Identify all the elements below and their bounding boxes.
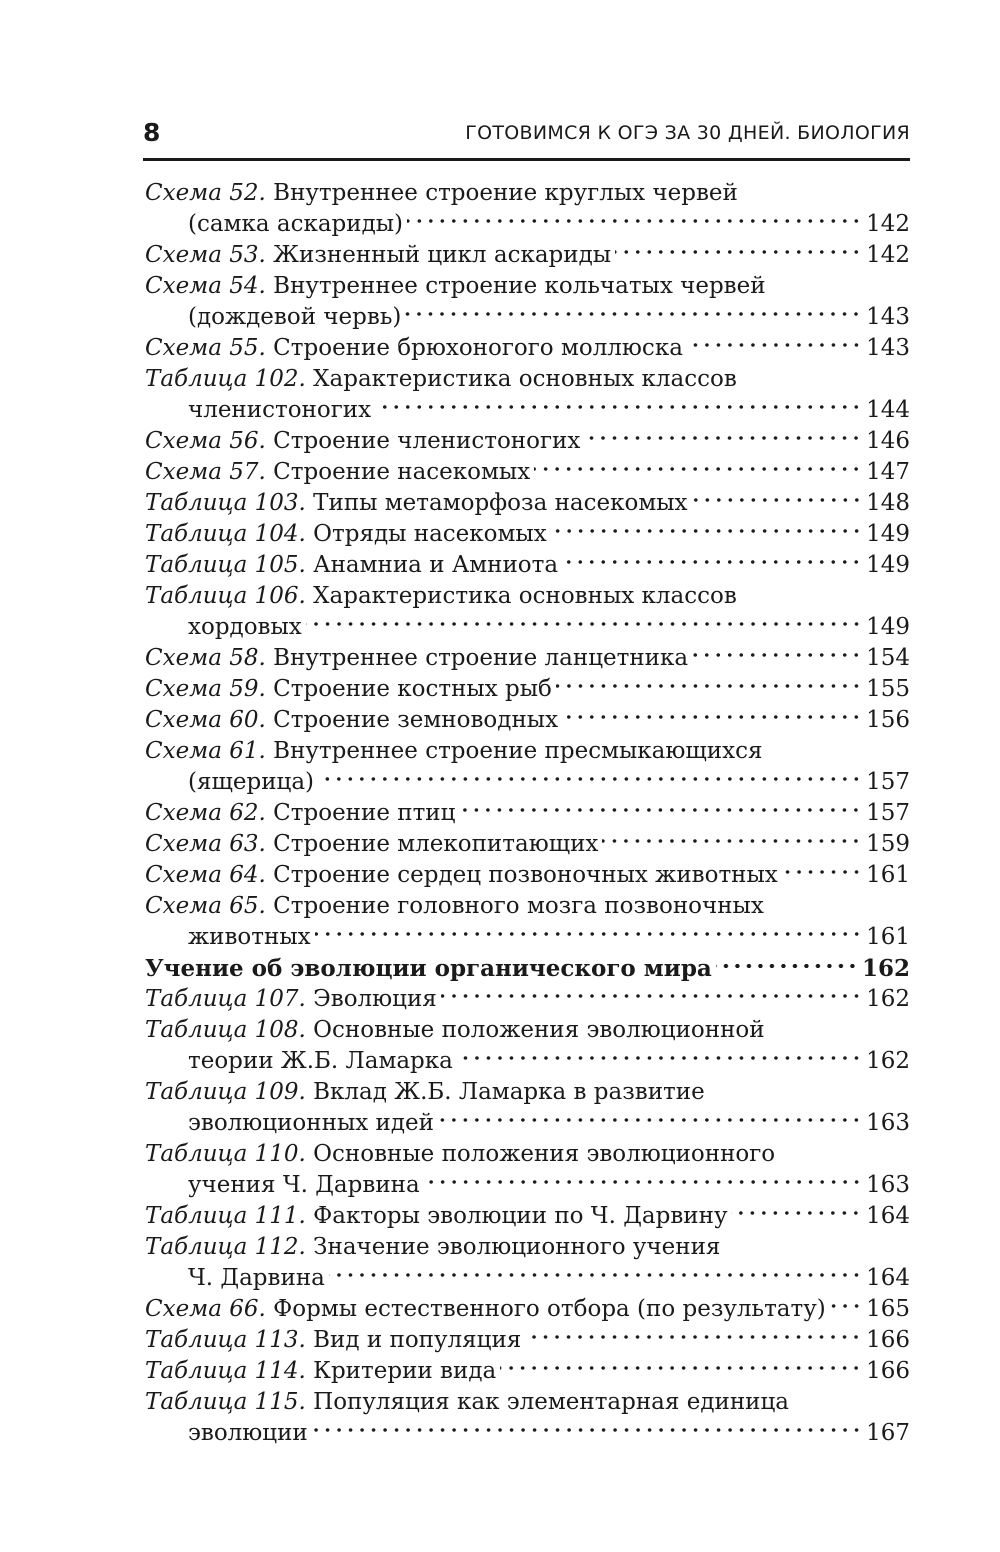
toc-entry-title: Эволюция xyxy=(313,986,437,1012)
dot-leader xyxy=(315,930,862,938)
running-title: ГОТОВИМСЯ К ОГЭ ЗА 30 ДНЕЙ. БИОЛОГИЯ xyxy=(465,122,910,144)
toc-entry-title: Характеристика основных классов xyxy=(313,583,737,609)
toc-page-number: 148 xyxy=(866,490,910,516)
dot-leader xyxy=(584,434,862,442)
toc-entry-continuation xyxy=(145,922,910,953)
toc-entry-line xyxy=(145,426,910,457)
toc-entry-title-continuation: (ящерица) xyxy=(188,769,315,795)
toc-page-number: 149 xyxy=(866,614,910,640)
toc-entry-label: Таблица 104. xyxy=(145,521,306,547)
toc-entry xyxy=(145,891,910,953)
toc-entry-title-continuation: животных xyxy=(188,924,311,950)
page-number: 8 xyxy=(143,118,161,147)
toc-entry-line xyxy=(145,1325,910,1356)
toc-entry-label: Схема 66. xyxy=(145,1296,266,1322)
toc-entry xyxy=(145,550,910,581)
toc-entry-title: Строение головного мозга позвоночных xyxy=(273,893,764,919)
toc-entry-label: Таблица 111. xyxy=(145,1203,306,1229)
table-of-contents xyxy=(145,178,910,1449)
toc-entry-title: Строение насекомых xyxy=(273,459,531,485)
toc-entry xyxy=(145,1139,910,1201)
toc-entry-title: Вклад Ж.Б. Ламарка в развитие xyxy=(313,1079,705,1105)
toc-entry-title: Вид и популяция xyxy=(313,1327,522,1353)
toc-page-number: 155 xyxy=(866,676,910,702)
toc-page-number: 162 xyxy=(866,986,910,1012)
toc-entry-label: Таблица 102. xyxy=(145,366,306,392)
toc-page-number: 157 xyxy=(866,769,910,795)
toc-page-number: 161 xyxy=(866,924,910,950)
toc-entry xyxy=(145,1015,910,1077)
toc-entry-title: Типы метаморфоза насекомых xyxy=(313,490,688,516)
toc-page-number: 162 xyxy=(866,1048,910,1074)
dot-leader xyxy=(692,496,863,504)
toc-entry xyxy=(145,1201,910,1232)
toc-entry-title: Внутреннее строение круглых червей xyxy=(273,180,738,206)
toc-entry-label: Схема 53. xyxy=(145,242,266,268)
toc-entry-title-continuation: (дождевой червь) xyxy=(188,304,402,330)
toc-entry-line xyxy=(145,1387,910,1418)
toc-page-number: 161 xyxy=(866,862,910,888)
toc-entry-title: Основные положения эволюционной xyxy=(313,1017,765,1043)
toc-entry-title-continuation: эволюционных идей xyxy=(188,1110,434,1136)
toc-entry-label: Таблица 112. xyxy=(145,1234,306,1260)
toc-entry-title-continuation: хордовых xyxy=(188,614,302,640)
toc-entry-label: Схема 61. xyxy=(145,738,266,764)
dot-leader xyxy=(602,837,862,845)
toc-page-number: 163 xyxy=(866,1110,910,1136)
toc-entry-title: Строение птиц xyxy=(273,800,456,826)
toc-entry-title: Основные положения эволюционного xyxy=(313,1141,776,1167)
toc-entry-label: Схема 60. xyxy=(145,707,266,733)
toc-entry-line xyxy=(145,643,910,674)
toc-entry-title: Критерии вида xyxy=(313,1358,497,1384)
toc-entry-label: Таблица 114. xyxy=(145,1358,306,1384)
toc-entry xyxy=(145,984,910,1015)
toc-entry-title: Формы естественного отбора (по результату) xyxy=(273,1296,826,1322)
toc-entry-line xyxy=(145,178,910,209)
toc-entry-line xyxy=(145,333,910,364)
toc-entry-title: Жизненный цикл аскариды xyxy=(273,242,612,268)
toc-entry xyxy=(145,457,910,488)
toc-entry-title: Строение брюхоногого моллюска xyxy=(273,335,683,361)
dot-leader xyxy=(830,1302,862,1310)
dot-leader xyxy=(716,962,858,970)
dot-leader xyxy=(562,558,862,566)
toc-entry-label: Таблица 107. xyxy=(145,986,306,1012)
toc-entry xyxy=(145,488,910,519)
dot-leader xyxy=(407,217,862,225)
toc-entry-continuation xyxy=(145,1418,910,1449)
toc-entry xyxy=(145,643,910,674)
toc-entry xyxy=(145,1325,910,1356)
toc-entry xyxy=(145,240,910,271)
toc-entry-line xyxy=(145,705,910,736)
toc-entry-line xyxy=(145,550,910,581)
toc-entry xyxy=(145,736,910,798)
dot-leader xyxy=(782,868,862,876)
dot-leader xyxy=(556,682,862,690)
toc-entry-continuation xyxy=(145,1108,910,1139)
toc-entry-title-continuation: эволюции xyxy=(188,1420,308,1446)
toc-entry-title-continuation: учения Ч. Дарвина xyxy=(188,1172,420,1198)
toc-entry-line xyxy=(145,457,910,488)
dot-leader xyxy=(459,806,862,814)
toc-entry-title-continuation: (самка аскариды) xyxy=(188,211,404,237)
dot-leader xyxy=(441,992,862,1000)
toc-page-number: 164 xyxy=(866,1265,910,1291)
toc-page-number: 142 xyxy=(866,242,910,268)
toc-entry-title: Популяция как элементарная единица xyxy=(313,1389,789,1415)
toc-entry-line xyxy=(145,364,910,395)
toc-entry-line xyxy=(145,1294,910,1325)
toc-entry-continuation xyxy=(145,1170,910,1201)
toc-entry-continuation xyxy=(145,1046,910,1077)
dot-leader xyxy=(438,1116,862,1124)
toc-page-number: 163 xyxy=(866,1172,910,1198)
toc-page-number: 147 xyxy=(866,459,910,485)
toc-entry-line xyxy=(145,984,910,1015)
toc-entry-title: Характеристика основных классов xyxy=(313,366,737,392)
toc-entry-label: Таблица 105. xyxy=(145,552,306,578)
toc-entry-title: Строение сердец позвоночных животных xyxy=(273,862,778,888)
toc-page-number: 166 xyxy=(866,1327,910,1353)
dot-leader xyxy=(692,651,862,659)
dot-leader xyxy=(312,1426,862,1434)
toc-page-number: 164 xyxy=(866,1203,910,1229)
toc-entry-line xyxy=(145,271,910,302)
toc-entry xyxy=(145,798,910,829)
toc-entry-line xyxy=(145,1139,910,1170)
toc-entry xyxy=(145,860,910,891)
toc-page-number: 146 xyxy=(866,428,910,454)
toc-entry-label: Таблица 106. xyxy=(145,583,306,609)
toc-entry-label: Схема 59. xyxy=(145,676,266,702)
toc-entry-line xyxy=(145,674,910,705)
toc-page-number: 143 xyxy=(866,304,910,330)
dot-leader xyxy=(687,341,862,349)
toc-entry xyxy=(145,581,910,643)
toc-entry-label: Таблица 113. xyxy=(145,1327,306,1353)
toc-page-number: 162 xyxy=(861,955,910,982)
toc-entry-title: Внутреннее строение кольчатых червей xyxy=(273,273,766,299)
toc-entry-line xyxy=(145,953,910,984)
toc-entry-line xyxy=(145,860,910,891)
toc-entry-line xyxy=(145,1232,910,1263)
toc-entry xyxy=(145,178,910,240)
running-header xyxy=(143,118,910,161)
toc-page-number: 154 xyxy=(866,645,910,671)
toc-entry xyxy=(145,705,910,736)
toc-entry-label: Таблица 108. xyxy=(145,1017,306,1043)
toc-page-number: 156 xyxy=(866,707,910,733)
dot-leader xyxy=(500,1364,862,1372)
dot-leader xyxy=(329,1271,862,1279)
toc-entry-label: Схема 55. xyxy=(145,335,266,361)
dot-leader xyxy=(405,310,862,318)
toc-entry-title: Строение членистоногих xyxy=(273,428,581,454)
toc-entry-title: Значение эволюционного учения xyxy=(313,1234,721,1260)
toc-entry-line xyxy=(145,1077,910,1108)
toc-entry-continuation xyxy=(145,1263,910,1294)
toc-entry xyxy=(145,426,910,457)
toc-entry xyxy=(145,333,910,364)
toc-entry xyxy=(145,519,910,550)
toc-entry-label: Таблица 109. xyxy=(145,1079,306,1105)
toc-entry-label: Таблица 115. xyxy=(145,1389,306,1415)
dot-leader xyxy=(457,1054,862,1062)
toc-entry xyxy=(145,1387,910,1449)
toc-entry-label: Схема 52. xyxy=(145,180,266,206)
toc-entry-continuation xyxy=(145,209,910,240)
toc-section-heading xyxy=(145,953,910,984)
toc-entry xyxy=(145,1232,910,1294)
dot-leader xyxy=(375,403,862,411)
dot-leader xyxy=(525,1333,862,1341)
toc-entry-label: Схема 62. xyxy=(145,800,266,826)
toc-entry-line xyxy=(145,581,910,612)
toc-entry-label: Схема 57. xyxy=(145,459,266,485)
toc-entry-line xyxy=(145,829,910,860)
toc-entry xyxy=(145,1077,910,1139)
toc-entry-title: Анамниа и Амниота xyxy=(313,552,559,578)
dot-leader xyxy=(731,1209,862,1217)
toc-entry-label: Таблица 110. xyxy=(145,1141,306,1167)
toc-entry xyxy=(145,1294,910,1325)
toc-entry-continuation xyxy=(145,395,910,426)
toc-entry-line xyxy=(145,891,910,922)
dot-leader xyxy=(551,527,862,535)
toc-entry-title: Факторы эволюции по Ч. Дарвину xyxy=(313,1203,728,1229)
toc-page-number: 167 xyxy=(866,1420,910,1446)
toc-entry-label: Схема 54. xyxy=(145,273,266,299)
toc-entry-title-continuation: теории Ж.Б. Ламарка xyxy=(188,1048,453,1074)
toc-entry-line xyxy=(145,240,910,271)
toc-page-number: 144 xyxy=(866,397,910,423)
dot-leader xyxy=(306,620,862,628)
toc-entry-label: Схема 65. xyxy=(145,893,266,919)
dot-leader xyxy=(318,775,862,783)
toc-entry-continuation xyxy=(145,612,910,643)
toc-entry-title-continuation: Ч. Дарвина xyxy=(188,1265,325,1291)
toc-entry-title: Строение млекопитающих xyxy=(273,831,599,857)
toc-entry xyxy=(145,829,910,860)
toc-page-number: 159 xyxy=(866,831,910,857)
toc-entry xyxy=(145,674,910,705)
dot-leader xyxy=(615,248,862,256)
toc-entry-title: Отряды насекомых xyxy=(313,521,547,547)
toc-page-number: 166 xyxy=(866,1358,910,1384)
toc-entry-label: Схема 63. xyxy=(145,831,266,857)
toc-entry-line xyxy=(145,736,910,767)
toc-entry-title: Строение земноводных xyxy=(273,707,559,733)
toc-entry-label: Таблица 103. xyxy=(145,490,306,516)
toc-entry-title: Учение об эволюции органического мира xyxy=(145,955,712,982)
dot-leader xyxy=(424,1178,862,1186)
toc-entry-line xyxy=(145,1201,910,1232)
toc-entry-title: Строение костных рыб xyxy=(273,676,552,702)
toc-entry-title-continuation: членистоногих xyxy=(188,397,372,423)
toc-entry xyxy=(145,271,910,333)
toc-entry-line xyxy=(145,519,910,550)
toc-page-number: 142 xyxy=(866,211,910,237)
toc-entry-line xyxy=(145,488,910,519)
toc-page-number: 149 xyxy=(866,521,910,547)
toc-page-number: 165 xyxy=(866,1296,910,1322)
toc-entry-label: Схема 58. xyxy=(145,645,266,671)
toc-entry-title: Внутреннее строение пресмыкающихся xyxy=(273,738,763,764)
toc-entry-label: Схема 64. xyxy=(145,862,266,888)
toc-entry-line xyxy=(145,1015,910,1046)
toc-page-number: 149 xyxy=(866,552,910,578)
toc-entry-title: Внутреннее строение ланцетника xyxy=(273,645,689,671)
toc-page-number: 157 xyxy=(866,800,910,826)
toc-entry xyxy=(145,364,910,426)
dot-leader xyxy=(562,713,862,721)
dot-leader xyxy=(534,465,862,473)
toc-entry-continuation xyxy=(145,302,910,333)
toc-entry-continuation xyxy=(145,767,910,798)
toc-entry-line xyxy=(145,1356,910,1387)
toc-page-number: 143 xyxy=(866,335,910,361)
toc-entry-line xyxy=(145,798,910,829)
toc-entry xyxy=(145,1356,910,1387)
toc-entry-label: Схема 56. xyxy=(145,428,266,454)
